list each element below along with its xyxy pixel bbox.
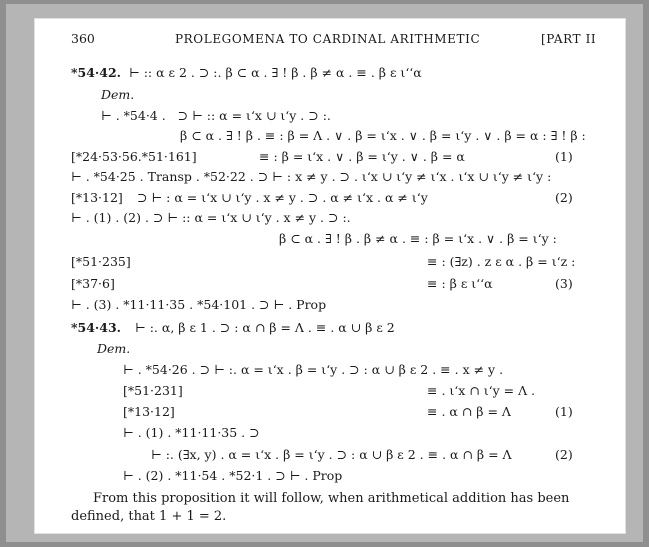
prop-number: *54·42. [71,65,122,80]
book-page [34,18,626,534]
equation-number: (1) [555,404,573,419]
proof-line: ⊢ . (1) . *11·11·35 . ⊃ [123,425,260,440]
running-title: PROLEGOMENA TO CARDINAL ARITHMETIC [175,32,481,46]
proof-ref: [*37·6] [71,276,115,291]
proof-ref: [*13·12] [123,404,175,419]
proof-ref: [*51·231] [123,383,183,398]
dem-label: Dem. [97,341,131,356]
proof-line: ⊢ . (1) . (2) . ⊃ ⊢ :: α = ι‘x ∪ ι‘y . x ≠ y . ⊃ :. [71,210,351,225]
proof-line: ≡ : (∃z) . z ε α . β = ι‘z : [427,254,576,269]
closing-text: From this proposition it will follow, when arithmetical addition has been [93,491,570,506]
equation-number: (2) [555,190,573,205]
equation-number: (2) [555,447,573,462]
proof-line: β ⊂ α . ∃ ! β . β ≠ α . ≡ : β = ι‘x . ∨ . β = ι‘y : [279,231,557,246]
closing-text: defined, that 1 + 1 = 2. [71,509,227,524]
prop-statement: ⊢ :: α ε 2 . ⊃ :. β ⊂ α . ∃ ! β . β ≠ α . ≡ . β ε ι‘‘α [129,65,422,80]
proof-line: ≡ . α ∩ β = Λ [427,404,511,419]
proof-line: ⊢ . *54·25 . Transp . *52·22 . ⊃ ⊢ : x ≠ y . ⊃ . ι‘x ∪ ι‘y ≠ ι‘x . ι‘x ∪ ι‘y ≠ ι‘y : [71,169,552,184]
proof-line: ≡ . ι‘x ∩ ι‘y = Λ . [427,383,536,398]
proof-line: ⊢ :. (∃x, y) . α = ι‘x . β = ι‘y . ⊃ : α ∪ β ε 2 . ≡ . α ∩ β = Λ [151,447,512,462]
proof-line: ⊢ . *54·26 . ⊃ ⊢ :. α = ι‘x . β = ι‘y . ⊃ : α ∪ β ε 2 . ≡ . x ≠ y . [123,362,504,377]
equation-number: (1) [555,149,573,164]
proof-line: ⊢ . (2) . *11·54 . *52·1 . ⊃ ⊢ . Prop [123,468,343,483]
proof-ref: [*51·235] [71,254,131,269]
prop-number: *54·43. [71,320,122,335]
proof-line: ≡ : β = ι‘x . ∨ . β = ι‘y . ∨ . β = α [259,149,465,164]
dem-label: Dem. [101,87,135,102]
proof-line: ≡ : β ε ι‘‘α [427,276,493,291]
page-number: 360 [71,31,95,46]
prop-statement: ⊢ :. α, β ε 1 . ⊃ : α ∩ β = Λ . ≡ . α ∪ β ε 2 [135,320,395,335]
scan-frame [6,4,643,542]
proof-line: ⊢ . (3) . *11·11·35 . *54·101 . ⊃ ⊢ . Prop [71,297,327,312]
proof-ref: [*24·53·56.*51·161] [71,149,197,164]
proof-line: β ⊂ α . ∃ ! β . ≡ : β = Λ . ∨ . β = ι‘x . ∨ . β = ι‘y . ∨ . β = α : ∃ ! β : [180,128,586,143]
proof-ref: [*13·12] [71,190,123,205]
proof-line: ⊢ . *54·4 . ⊃ ⊢ :: α = ι‘x ∪ ι‘y . ⊃ :. [101,108,331,123]
equation-number: (3) [555,276,573,291]
part-label: [PART II [541,32,597,46]
proof-line: ⊃ ⊢ : α = ι‘x ∪ ι‘y . x ≠ y . ⊃ . α ≠ ι‘x . α ≠ ι‘y [137,190,428,205]
